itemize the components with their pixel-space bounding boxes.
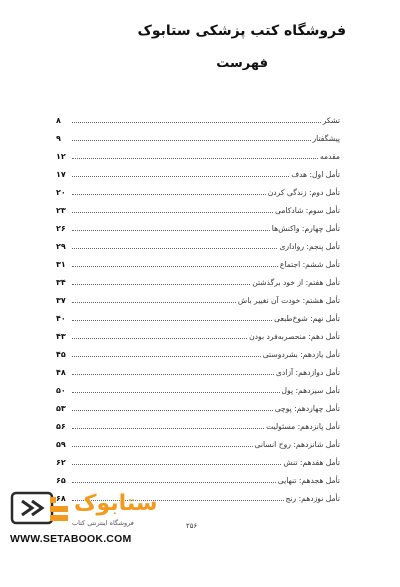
toc-entry[interactable] bbox=[56, 253, 340, 271]
toc-entry[interactable] bbox=[56, 289, 340, 307]
toc-entry-title: مقدمه bbox=[319, 152, 340, 161]
toc-entry-page: ۵۰ bbox=[56, 386, 72, 395]
toc-entry-page: ۴۵ bbox=[56, 350, 72, 359]
toc-leader-dots bbox=[72, 194, 266, 195]
toc-entry[interactable] bbox=[56, 451, 340, 469]
toc-entry[interactable] bbox=[56, 361, 340, 379]
toc-entry-page: ۴۰ bbox=[56, 314, 72, 323]
toc-leader-dots bbox=[72, 392, 280, 393]
toc-leader-dots bbox=[72, 320, 272, 321]
toc-leader-dots bbox=[72, 230, 270, 231]
toc-entry[interactable] bbox=[56, 415, 340, 433]
toc-entry-page: ۶۲ bbox=[56, 458, 72, 467]
toc-entry-page: ۲۶ bbox=[56, 224, 72, 233]
toc-entry[interactable] bbox=[56, 343, 340, 361]
toc-entry[interactable] bbox=[56, 397, 340, 415]
toc-entry-title: تأمل نهم: شوخ‌طبعی bbox=[274, 314, 340, 323]
toc-entry[interactable] bbox=[56, 469, 340, 487]
setabook-logo[interactable] bbox=[10, 489, 170, 559]
toc-entry-title: تأمل هجدهم: تنهایی bbox=[277, 476, 340, 485]
toc-entry[interactable] bbox=[56, 433, 340, 451]
toc-leader-dots bbox=[72, 428, 264, 429]
toc-entry-title: پیشگفتار bbox=[312, 134, 340, 143]
toc-entry[interactable] bbox=[56, 217, 340, 235]
toc-leader-dots bbox=[72, 176, 289, 177]
toc-entry-title: تأمل دوازدهم: آزادی bbox=[275, 368, 340, 377]
toc-entry[interactable] bbox=[56, 181, 340, 199]
toc-entry[interactable] bbox=[56, 199, 340, 217]
page-number: ۲۵۶ bbox=[186, 522, 198, 530]
toc-leader-dots bbox=[72, 374, 274, 375]
toc-entry-title: تأمل پنجم: روادارى bbox=[279, 242, 340, 251]
toc-leader-dots bbox=[72, 212, 273, 213]
toc-leader-dots bbox=[72, 410, 273, 411]
toc-leader-dots bbox=[72, 140, 311, 141]
toc-entry-page: ۳۴ bbox=[56, 278, 72, 287]
toc-leader-dots bbox=[72, 446, 253, 447]
toc-leader-dots bbox=[72, 122, 321, 123]
toc-entry[interactable] bbox=[56, 145, 340, 163]
store-header-title: فروشگاه کتب پزشکی ستابوک bbox=[137, 23, 346, 39]
toc-leader-dots bbox=[72, 464, 281, 465]
toc-entry-title: تأمل چهارم: واکنش‌ها bbox=[271, 224, 340, 233]
toc-entry-title: تأمل شانزدهم: روح انسانی bbox=[254, 440, 340, 449]
table-of-contents bbox=[56, 109, 340, 505]
toc-entry-page: ۱۷ bbox=[56, 170, 72, 179]
website-url-link[interactable]: WWW.SETABOOK.COM bbox=[10, 533, 132, 545]
toc-leader-dots bbox=[72, 356, 261, 357]
toc-entry-title: تأمل دوم: زندگی کردن bbox=[267, 188, 340, 197]
toc-leader-dots bbox=[72, 338, 247, 339]
toc-entry-page: ۴۸ bbox=[56, 368, 72, 377]
toc-entry[interactable] bbox=[56, 307, 340, 325]
toc-entry-title: تأمل چهاردهم: پوچی bbox=[274, 404, 340, 413]
toc-entry-page: ۵۶ bbox=[56, 422, 72, 431]
toc-entry-title: تأمل اول: هدف bbox=[291, 170, 340, 179]
toc-entry-title: تأمل سیزدهم: پول bbox=[281, 386, 340, 395]
toc-entry[interactable] bbox=[56, 379, 340, 397]
toc-entry-title: تأمل هشتم: خودت آن تغییر باش bbox=[237, 296, 340, 305]
toc-leader-dots bbox=[72, 248, 277, 249]
toc-entry-page: ۶۸ bbox=[56, 494, 72, 503]
toc-entry-title: تأمل هفتم: از خود برگذشتن bbox=[252, 278, 340, 287]
toc-leader-dots bbox=[72, 158, 318, 159]
toc-entry[interactable] bbox=[56, 235, 340, 253]
toc-entry[interactable] bbox=[56, 109, 340, 127]
toc-entry[interactable] bbox=[56, 127, 340, 145]
toc-entry-page: ۴۳ bbox=[56, 332, 72, 341]
toc-entry[interactable] bbox=[56, 163, 340, 181]
toc-leader-dots bbox=[72, 284, 250, 285]
toc-entry-title: تشکر bbox=[322, 116, 340, 125]
toc-entry-title: تأمل یازدهم: بشردوستی bbox=[262, 350, 340, 359]
toc-entry-title: تأمل هفدهم: تنش bbox=[283, 458, 340, 467]
toc-entry-title: تأمل نوزدهم: رنج bbox=[285, 494, 340, 503]
toc-entry-page: ۹ bbox=[56, 134, 72, 143]
toc-entry-page: ۸ bbox=[56, 116, 72, 125]
toc-heading: فهرست bbox=[216, 56, 268, 71]
toc-entry-page: ۱۲ bbox=[56, 152, 72, 161]
toc-entry-title: تأمل پانزدهم: مسئولیت bbox=[266, 422, 340, 431]
toc-entry[interactable] bbox=[56, 325, 340, 343]
toc-entry[interactable] bbox=[56, 271, 340, 289]
logo-tagline: فروشگاه اینترنتی کتاب bbox=[72, 519, 134, 527]
toc-entry-page: ۶۵ bbox=[56, 476, 72, 485]
toc-entry-title: تأمل دهم: منحصربه‌فرد بودن bbox=[249, 332, 340, 341]
logo-brand-text: ستابوک bbox=[74, 491, 158, 516]
toc-entry-page: ۲۳ bbox=[56, 206, 72, 215]
toc-leader-dots bbox=[72, 266, 278, 267]
toc-entry-title: تأمل سوم: شادکامی bbox=[274, 206, 340, 215]
toc-leader-dots bbox=[72, 482, 276, 483]
toc-entry-page: ۳۱ bbox=[56, 260, 72, 269]
toc-entry-page: ۵۳ bbox=[56, 404, 72, 413]
toc-entry-page: ۳۷ bbox=[56, 296, 72, 305]
toc-entry-title: تأمل ششم: اجتماع bbox=[279, 260, 340, 269]
toc-entry-page: ۵۹ bbox=[56, 440, 72, 449]
toc-entry-page: ۲۹ bbox=[56, 242, 72, 251]
toc-leader-dots bbox=[72, 302, 236, 303]
toc-entry-page: ۲۰ bbox=[56, 188, 72, 197]
